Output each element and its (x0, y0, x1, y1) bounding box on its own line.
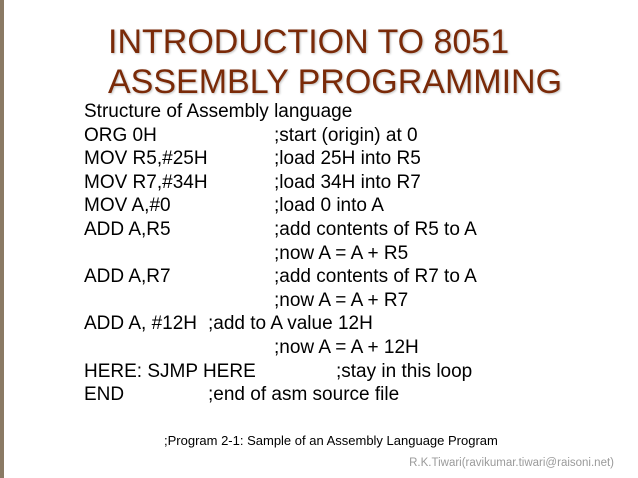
code-instruction: ADD A,R7 (84, 266, 171, 288)
code-comment: ;now A = A + R5 (274, 242, 409, 264)
code-instruction: MOV A,#0 (84, 195, 171, 217)
code-comment: ;load 0 into A (274, 195, 384, 217)
code-comment: ;start (origin) at 0 (274, 124, 418, 146)
code-comment: ;add contents of R7 to A (274, 266, 477, 288)
code-comment: ;end of asm source file (208, 384, 400, 406)
code-instruction: ADD A, #12H (84, 313, 197, 335)
slide-left-border (0, 0, 4, 478)
code-instruction: END (84, 384, 125, 406)
code-instruction: MOV R5,#25H (84, 148, 208, 170)
slide-title (108, 22, 562, 102)
title-line-1: INTRODUCTION TO 8051 (108, 23, 510, 61)
code-instruction: ADD A,R5 (84, 218, 171, 240)
author-footer: R.K.Tiwari(ravikumar.tiwari@raisoni.net) (409, 457, 614, 469)
code-comment: ;add to A value 12H (208, 313, 373, 335)
title-line-2: ASSEMBLY PROGRAMMING (108, 63, 563, 101)
code-comment: ;stay in this loop (336, 360, 473, 382)
code-comment: ;now A = A + 12H (274, 336, 419, 358)
code-instruction: HERE: SJMP HERE (84, 360, 256, 382)
code-comment: ;load 34H into R7 (274, 171, 421, 193)
code-instruction: ORG 0H (84, 124, 157, 146)
code-comment: ;load 25H into R5 (274, 148, 421, 170)
code-instruction: MOV R7,#34H (84, 171, 208, 193)
heading-text: Structure of Assembly language (84, 101, 353, 122)
code-comment: ;now A = A + R7 (274, 289, 409, 311)
code-comment: ;add contents of R5 to A (274, 218, 477, 240)
program-caption: ;Program 2-1: Sample of an Assembly Language Program (164, 433, 498, 448)
